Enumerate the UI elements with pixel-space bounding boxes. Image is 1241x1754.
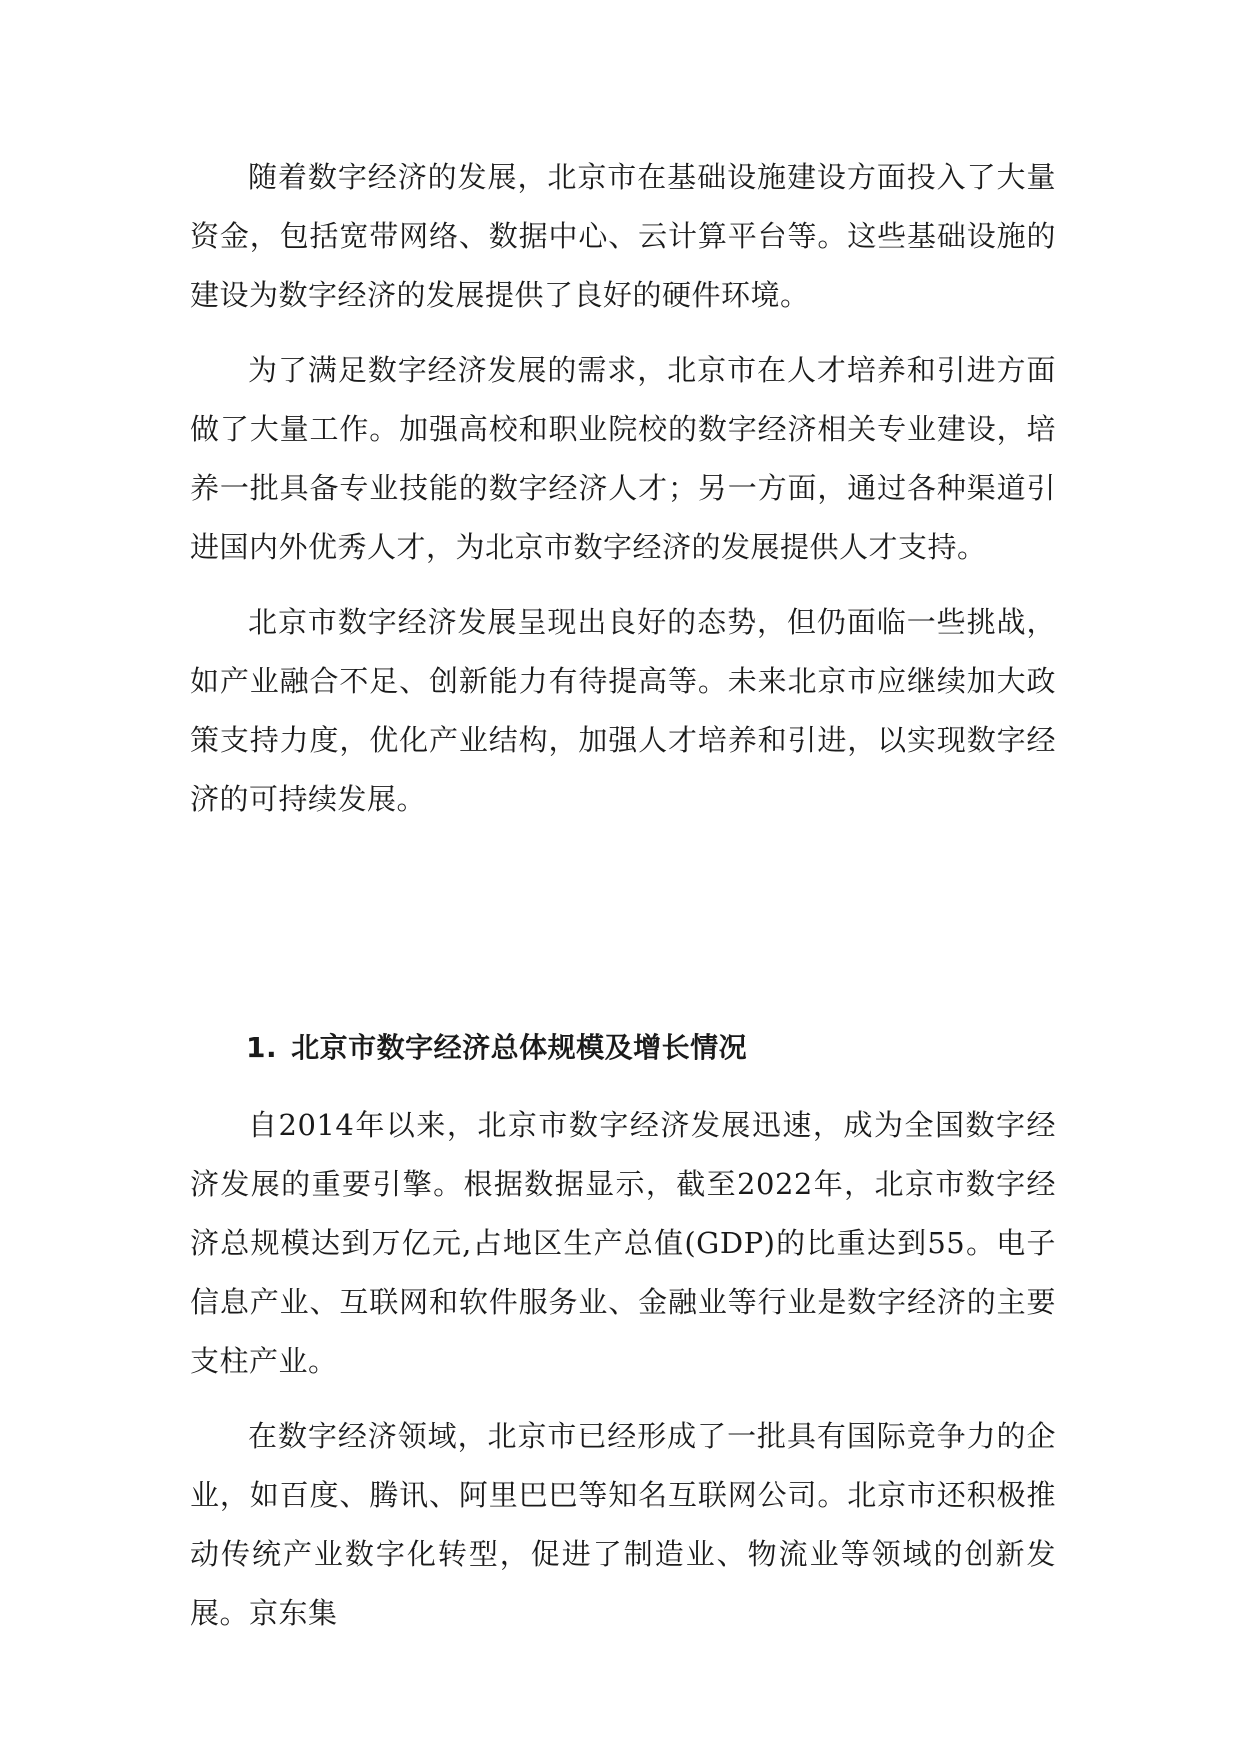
document-page bbox=[190, 148, 1056, 1630]
paragraph-challenges: 北京市数字经济发展呈现出良好的态势，但仍面临一些挑战，如产业融合不足、创新能力有待提高等。未来北京市应继续加大政策支持力度，优化产业结构，加强人才培养和引进，以实现数字经济的可持续发展。 bbox=[190, 605, 1056, 816]
section-heading bbox=[246, 1028, 747, 1068]
section-title: 北京市数字经济总体规模及增长情况 bbox=[291, 1031, 748, 1064]
paragraph-enterprises: 在数字经济领域，北京市已经形成了一批具有国际竞争力的企业，如百度、腾讯、阿里巴巴等知名互联网公司。北京市还积极推动传统产业数字化转型，促进了制造业、物流业等领域的创新发展。京东集 bbox=[190, 1419, 1056, 1630]
paragraph-infrastructure: 随着数字经济的发展，北京市在基础设施建设方面投入了大量资金，包括宽带网络、数据中心、云计算平台等。这些基础设施的建设为数字经济的发展提供了良好的硬件环境。 bbox=[190, 160, 1056, 312]
paragraph-scale-growth: 自2014年以来，北京市数字经济发展迅速，成为全国数字经济发展的重要引擎。根据数据显示，截至2022年，北京市数字经济总规模达到万亿元,占地区生产总值(GDP)的比重达到55。电子信息产业、互联网和软件服务业、金融业等行业是数字经济的主要支柱产业。 bbox=[190, 1108, 1056, 1378]
section-body bbox=[190, 1096, 1056, 1659]
paragraph-talent: 为了满足数字经济发展的需求，北京市在人才培养和引进方面做了大量工作。加强高校和职业院校的数字经济相关专业建设，培养一批具备专业技能的数字经济人才；另一方面，通过各种渠道引进国内外优秀人才，为北京市数字经济的发展提供人才支持。 bbox=[190, 353, 1056, 564]
section-number: 1. bbox=[246, 1031, 278, 1064]
